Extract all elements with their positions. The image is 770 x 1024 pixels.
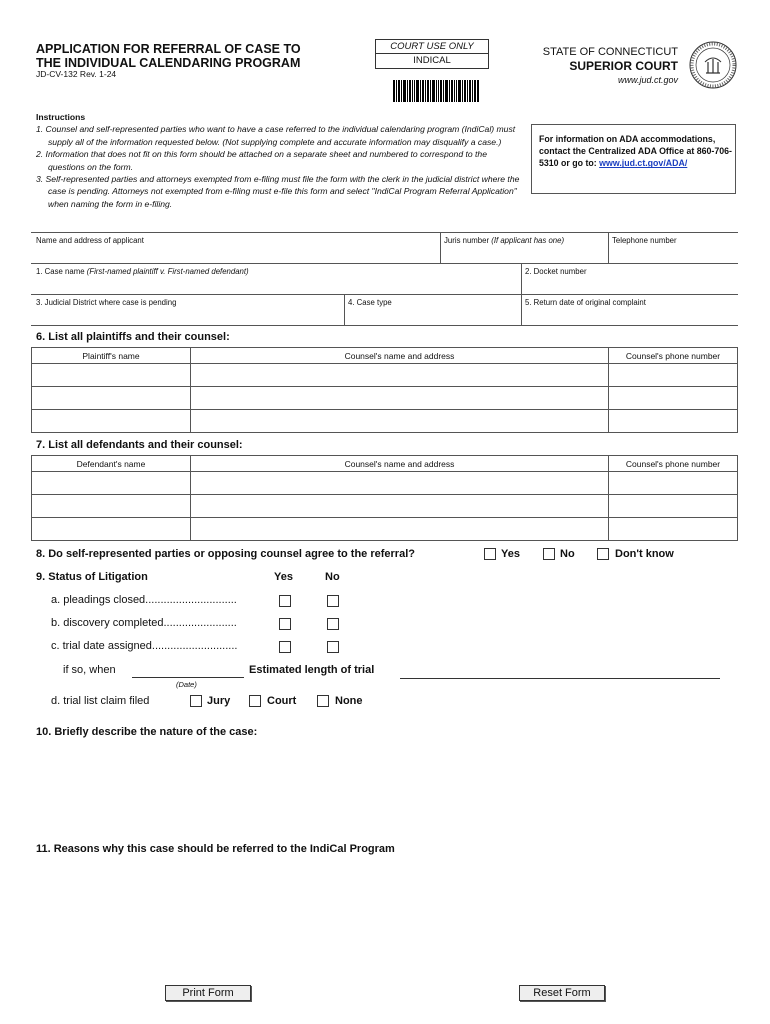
state-seal-icon (688, 40, 738, 90)
discovery-completed-label: b. discovery completed........................ (51, 617, 237, 629)
estimated-length-input[interactable] (400, 664, 720, 679)
field-label: 1. Case name (36, 267, 85, 276)
field-label: 2. Docket number (525, 267, 587, 276)
ada-link[interactable]: www.jud.ct.gov/ADA/ (599, 158, 688, 169)
case-type-field[interactable] (345, 295, 520, 325)
court-label: Court (267, 695, 297, 707)
trial-date-assigned-label: c. trial date assigned............................ (51, 640, 238, 652)
table-row (32, 495, 738, 518)
agree-yes-checkbox[interactable] (484, 548, 496, 560)
counsel-phone-cell[interactable] (609, 387, 738, 410)
court-name: SUPERIOR COURT (569, 59, 678, 73)
juris-number-field[interactable] (441, 233, 607, 263)
table-row (32, 410, 738, 433)
column-header: Plaintiff's name (32, 348, 191, 364)
applicant-name-address-field[interactable] (33, 233, 438, 263)
table-header-row (32, 456, 738, 472)
court-heading (543, 45, 678, 87)
agree-dont-know-checkbox[interactable] (597, 548, 609, 560)
litigation-status-question: 9. Status of Litigation (36, 571, 148, 583)
plaintiff-name-cell[interactable] (32, 387, 191, 410)
plaintiffs-table (31, 347, 738, 433)
form-title (36, 42, 336, 70)
table-row (32, 364, 738, 387)
estimated-length-label: Estimated length of trial (249, 664, 375, 676)
yes-column-label: Yes (274, 571, 293, 583)
referral-reasons-question: 11. Reasons why this case should be referred to the IndiCal Program (36, 843, 395, 855)
court-use-value: INDICAL (413, 55, 451, 66)
ada-info-box (531, 124, 736, 194)
referral-reasons-textarea[interactable] (36, 861, 736, 971)
counsel-address-cell[interactable] (191, 387, 609, 410)
judicial-district-field[interactable] (33, 295, 343, 325)
defendant-name-cell[interactable] (32, 518, 191, 541)
field-label: Juris number (444, 236, 490, 245)
field-label: 4. Case type (348, 298, 392, 307)
discovery-completed-yes-checkbox[interactable] (279, 618, 291, 630)
agree-yes-label: Yes (501, 548, 520, 560)
field-label: Name and address of applicant (36, 236, 144, 245)
jury-checkbox[interactable] (190, 695, 202, 707)
plaintiff-name-cell[interactable] (32, 410, 191, 433)
trial-list-claim-label: d. trial list claim filed (51, 695, 150, 707)
defendant-name-cell[interactable] (32, 495, 191, 518)
discovery-completed-no-checkbox[interactable] (327, 618, 339, 630)
referral-agreement-question: 8. Do self-represented parties or opposing counsel agree to the referral? (36, 548, 415, 560)
counsel-address-cell[interactable] (191, 518, 609, 541)
column-header: Counsel's phone number (609, 456, 738, 472)
case-nature-textarea[interactable] (36, 744, 736, 834)
grid-line (31, 325, 738, 326)
form-number: JD-CV-132 Rev. 1-24 (36, 69, 117, 79)
counsel-address-cell[interactable] (191, 364, 609, 387)
date-note: (Date) (176, 680, 197, 689)
table-row (32, 472, 738, 495)
instruction-item: 2. Information that does not fit on this form should be attached on a separate sheet and numbered to correspond to the questions on the form. (36, 149, 487, 172)
pleadings-closed-no-checkbox[interactable] (327, 595, 339, 607)
instructions-heading: Instructions (36, 112, 86, 122)
telephone-field[interactable] (609, 233, 738, 263)
field-label: Telephone number (612, 236, 677, 245)
court-use-label: COURT USE ONLY (376, 40, 488, 54)
agree-no-checkbox[interactable] (543, 548, 555, 560)
column-header: Counsel's name and address (191, 456, 609, 472)
column-header: Counsel's phone number (609, 348, 738, 364)
trial-date-assigned-yes-checkbox[interactable] (279, 641, 291, 653)
defendant-name-cell[interactable] (32, 472, 191, 495)
column-header: Defendant's name (32, 456, 191, 472)
table-header-row (32, 348, 738, 364)
counsel-phone-cell[interactable] (609, 518, 738, 541)
instruction-item: 1. Counsel and self-represented parties who want to have a case referred to the individual calendaring program (IndiCal) must supply all of the information requested below. (Not supplying complete and accurate information may disqualify a case.) (36, 124, 516, 147)
court-use-box (375, 39, 489, 69)
print-form-button[interactable]: Print Form (165, 985, 251, 1001)
counsel-address-cell[interactable] (191, 495, 609, 518)
defendants-table (31, 455, 738, 541)
plaintiffs-heading: 6. List all plaintiffs and their counsel: (36, 331, 230, 343)
return-date-field[interactable] (522, 295, 738, 325)
counsel-phone-cell[interactable] (609, 472, 738, 495)
counsel-phone-cell[interactable] (609, 364, 738, 387)
instructions (36, 111, 526, 210)
if-so-when-label: if so, when (63, 664, 116, 676)
no-column-label: No (325, 571, 340, 583)
case-name-field[interactable] (33, 264, 520, 294)
court-checkbox[interactable] (249, 695, 261, 707)
trial-date-input[interactable] (132, 663, 244, 678)
counsel-address-cell[interactable] (191, 410, 609, 433)
state-name: STATE OF CONNECTICUT (542, 46, 678, 58)
ada-text: For information on ADA accommodations, contact the Centralized ADA Office at 860-706-5310 or go to: (539, 134, 732, 169)
court-website: www.jud.ct.gov (617, 75, 678, 85)
none-label: None (335, 695, 363, 707)
field-label: 3. Judicial District where case is pending (36, 298, 177, 307)
column-header: Counsel's name and address (191, 348, 609, 364)
barcode-image (393, 80, 479, 102)
counsel-phone-cell[interactable] (609, 410, 738, 433)
plaintiff-name-cell[interactable] (32, 364, 191, 387)
docket-number-field[interactable] (522, 264, 738, 294)
none-checkbox[interactable] (317, 695, 329, 707)
pleadings-closed-yes-checkbox[interactable] (279, 595, 291, 607)
title-line-2: THE INDIVIDUAL CALENDARING PROGRAM (36, 56, 301, 70)
field-note: (If applicant has one) (491, 236, 565, 245)
case-nature-question: 10. Briefly describe the nature of the case: (36, 726, 258, 738)
table-row (32, 518, 738, 541)
agree-dont-know-label: Don't know (615, 548, 674, 560)
agree-no-label: No (560, 548, 575, 560)
field-label: 5. Return date of original complaint (525, 298, 646, 307)
jury-label: Jury (207, 695, 231, 707)
defendants-heading: 7. List all defendants and their counsel: (36, 439, 243, 451)
reset-form-button[interactable]: Reset Form (519, 985, 605, 1001)
table-row (32, 387, 738, 410)
counsel-phone-cell[interactable] (609, 495, 738, 518)
trial-date-assigned-no-checkbox[interactable] (327, 641, 339, 653)
field-note: (First-named plaintiff v. First-named defendant) (86, 267, 249, 276)
title-line-1: APPLICATION FOR REFERRAL OF CASE TO (36, 42, 301, 56)
instruction-item: 3. Self-represented parties and attorneys exempted from e-filing must file the form with the clerk in the judicial district where the case is pending. Attorneys not exempted from e-filing must e-file this form and select "IndiCal Program Referral Application" when naming the form in e-filing. (36, 174, 520, 209)
counsel-address-cell[interactable] (191, 472, 609, 495)
pleadings-closed-label: a. pleadings closed.............................. (51, 594, 237, 606)
